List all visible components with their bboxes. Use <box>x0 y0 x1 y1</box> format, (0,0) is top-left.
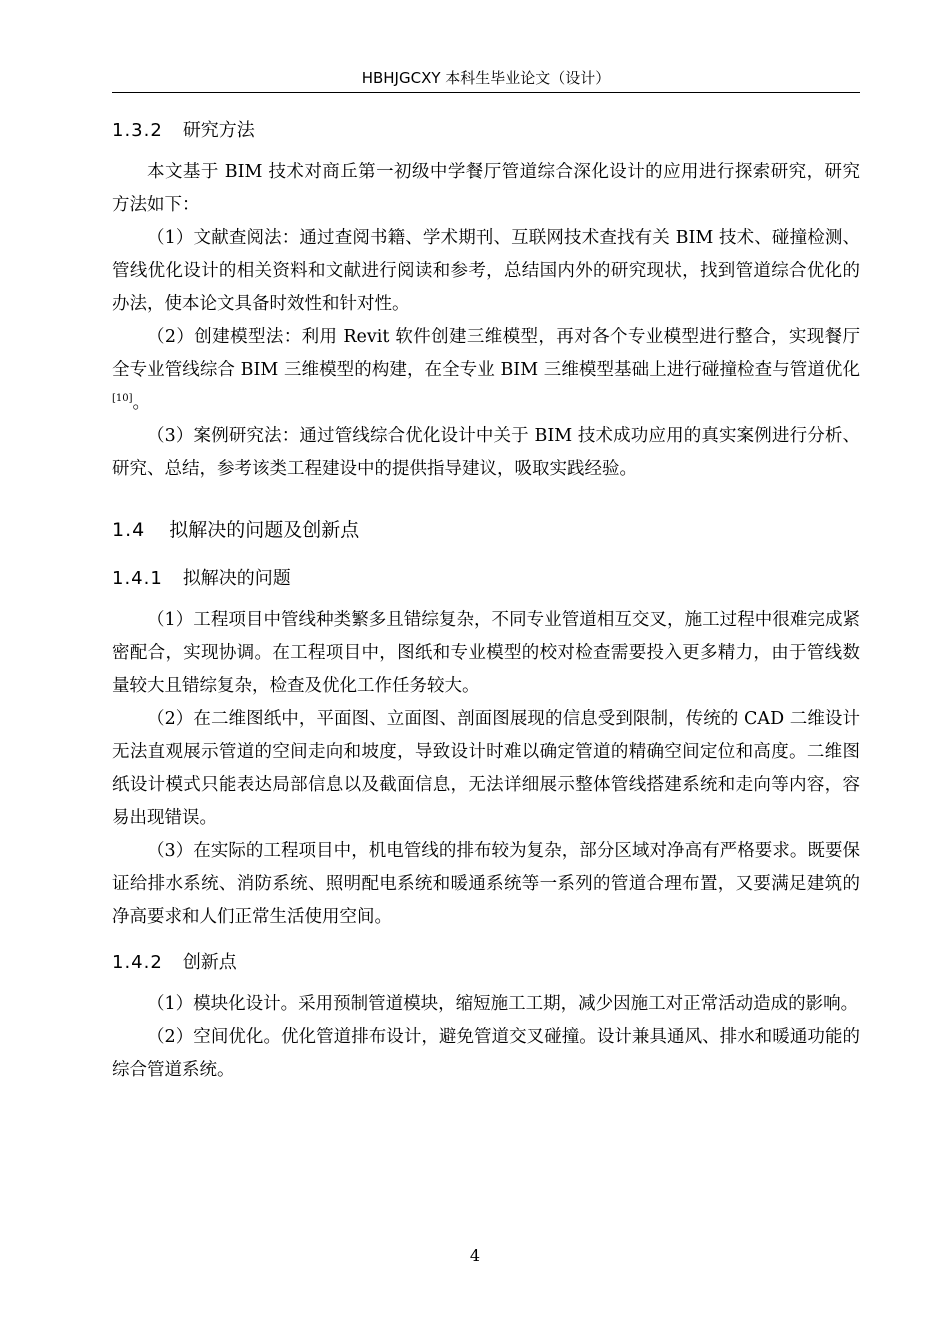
methods-intro-paragraph: 本文基于 BIM 技术对商丘第一初级中学餐厅管道综合深化设计的应用进行探索研究，研究方法如下： <box>112 162 860 215</box>
methods-item-2 <box>112 321 860 420</box>
running-header: HBHJGCXY 本科生毕业论文（设计） <box>361 69 611 87</box>
section-number: 1.4 <box>112 519 146 541</box>
section-number: 1.4.1 <box>112 568 163 589</box>
section-number: 1.4.2 <box>112 952 163 973</box>
innovations-item-1: （1）模块化设计。采用预制管道模块，缩短施工工期，减少因施工对正常活动造成的影响。 <box>147 994 859 1014</box>
header-rule <box>112 92 860 93</box>
subsection-heading-1-3-2 <box>112 110 860 152</box>
section-title: 创新点 <box>182 952 237 973</box>
section-heading-1-4 <box>112 508 860 552</box>
section-title: 研究方法 <box>182 120 255 141</box>
problems-item-2: （2）在二维图纸中，平面图、立面图、剖面图展现的信息受到限制，传统的 CAD 二维设计无法直观展示管道的空间走向和坡度，导致设计时难以确定管道的精确空间定位和高度。二维图纸设计模式只能表达局部信息以及截面信息，无法详细展示整体管线搭建系统和走向等内容，容易出现错误。 <box>112 709 860 828</box>
section-title: 拟解决的问题及创新点 <box>169 519 360 541</box>
subsection-heading-1-4-1 <box>112 558 860 600</box>
section-title: 拟解决的问题 <box>182 568 291 589</box>
subsection-heading-1-4-2 <box>112 942 860 984</box>
methods-item-2-end: 。 <box>132 393 151 413</box>
methods-item-2-text: （2）创建模型法：利用 Revit 软件创建三维模型，再对各个专业模型进行整合，实现餐厅全专业管线综合 BIM 三维模型的构建，在全专业 BIM 三维模型基础上进行碰撞检查与管道优化 <box>112 327 860 380</box>
page-number: 4 <box>469 1246 481 1265</box>
methods-item-1: （1）文献查阅法：通过查阅书籍、学术期刊、互联网技术查找有关 BIM 技术、碰撞检测、管线优化设计的相关资料和文献进行阅读和参考，总结国内外的研究现状，找到管道综合优化的办法，使本论文具备时效性和针对性。 <box>112 228 860 314</box>
problems-item-1: （1）工程项目中管线种类繁多且错综复杂，不同专业管道相互交叉，施工过程中很难完成紧密配合，实现协调。在工程项目中，图纸和专业模型的校对检查需要投入更多精力，由于管线数量较大且错综复杂，检查及优化工作任务较大。 <box>112 610 860 696</box>
page-body <box>112 110 860 1087</box>
citation-ref: [10] <box>112 393 133 404</box>
methods-item-3: （3）案例研究法：通过管线综合优化设计中关于 BIM 技术成功应用的真实案例进行分析、研究、总结，参考该类工程建设中的提供指导建议，吸取实践经验。 <box>112 426 860 479</box>
problems-item-3: （3）在实际的工程项目中，机电管线的排布较为复杂，部分区域对净高有严格要求。既要保证给排水系统、消防系统、照明配电系统和暖通系统等一系列的管道合理布置，又要满足建筑的净高要求和人们正常生活使用空间。 <box>112 841 860 927</box>
innovations-item-2: （2）空间优化。优化管道排布设计，避免管道交叉碰撞。设计兼具通风、排水和暖通功能的综合管道系统。 <box>112 1027 860 1080</box>
section-number: 1.3.2 <box>112 120 163 141</box>
